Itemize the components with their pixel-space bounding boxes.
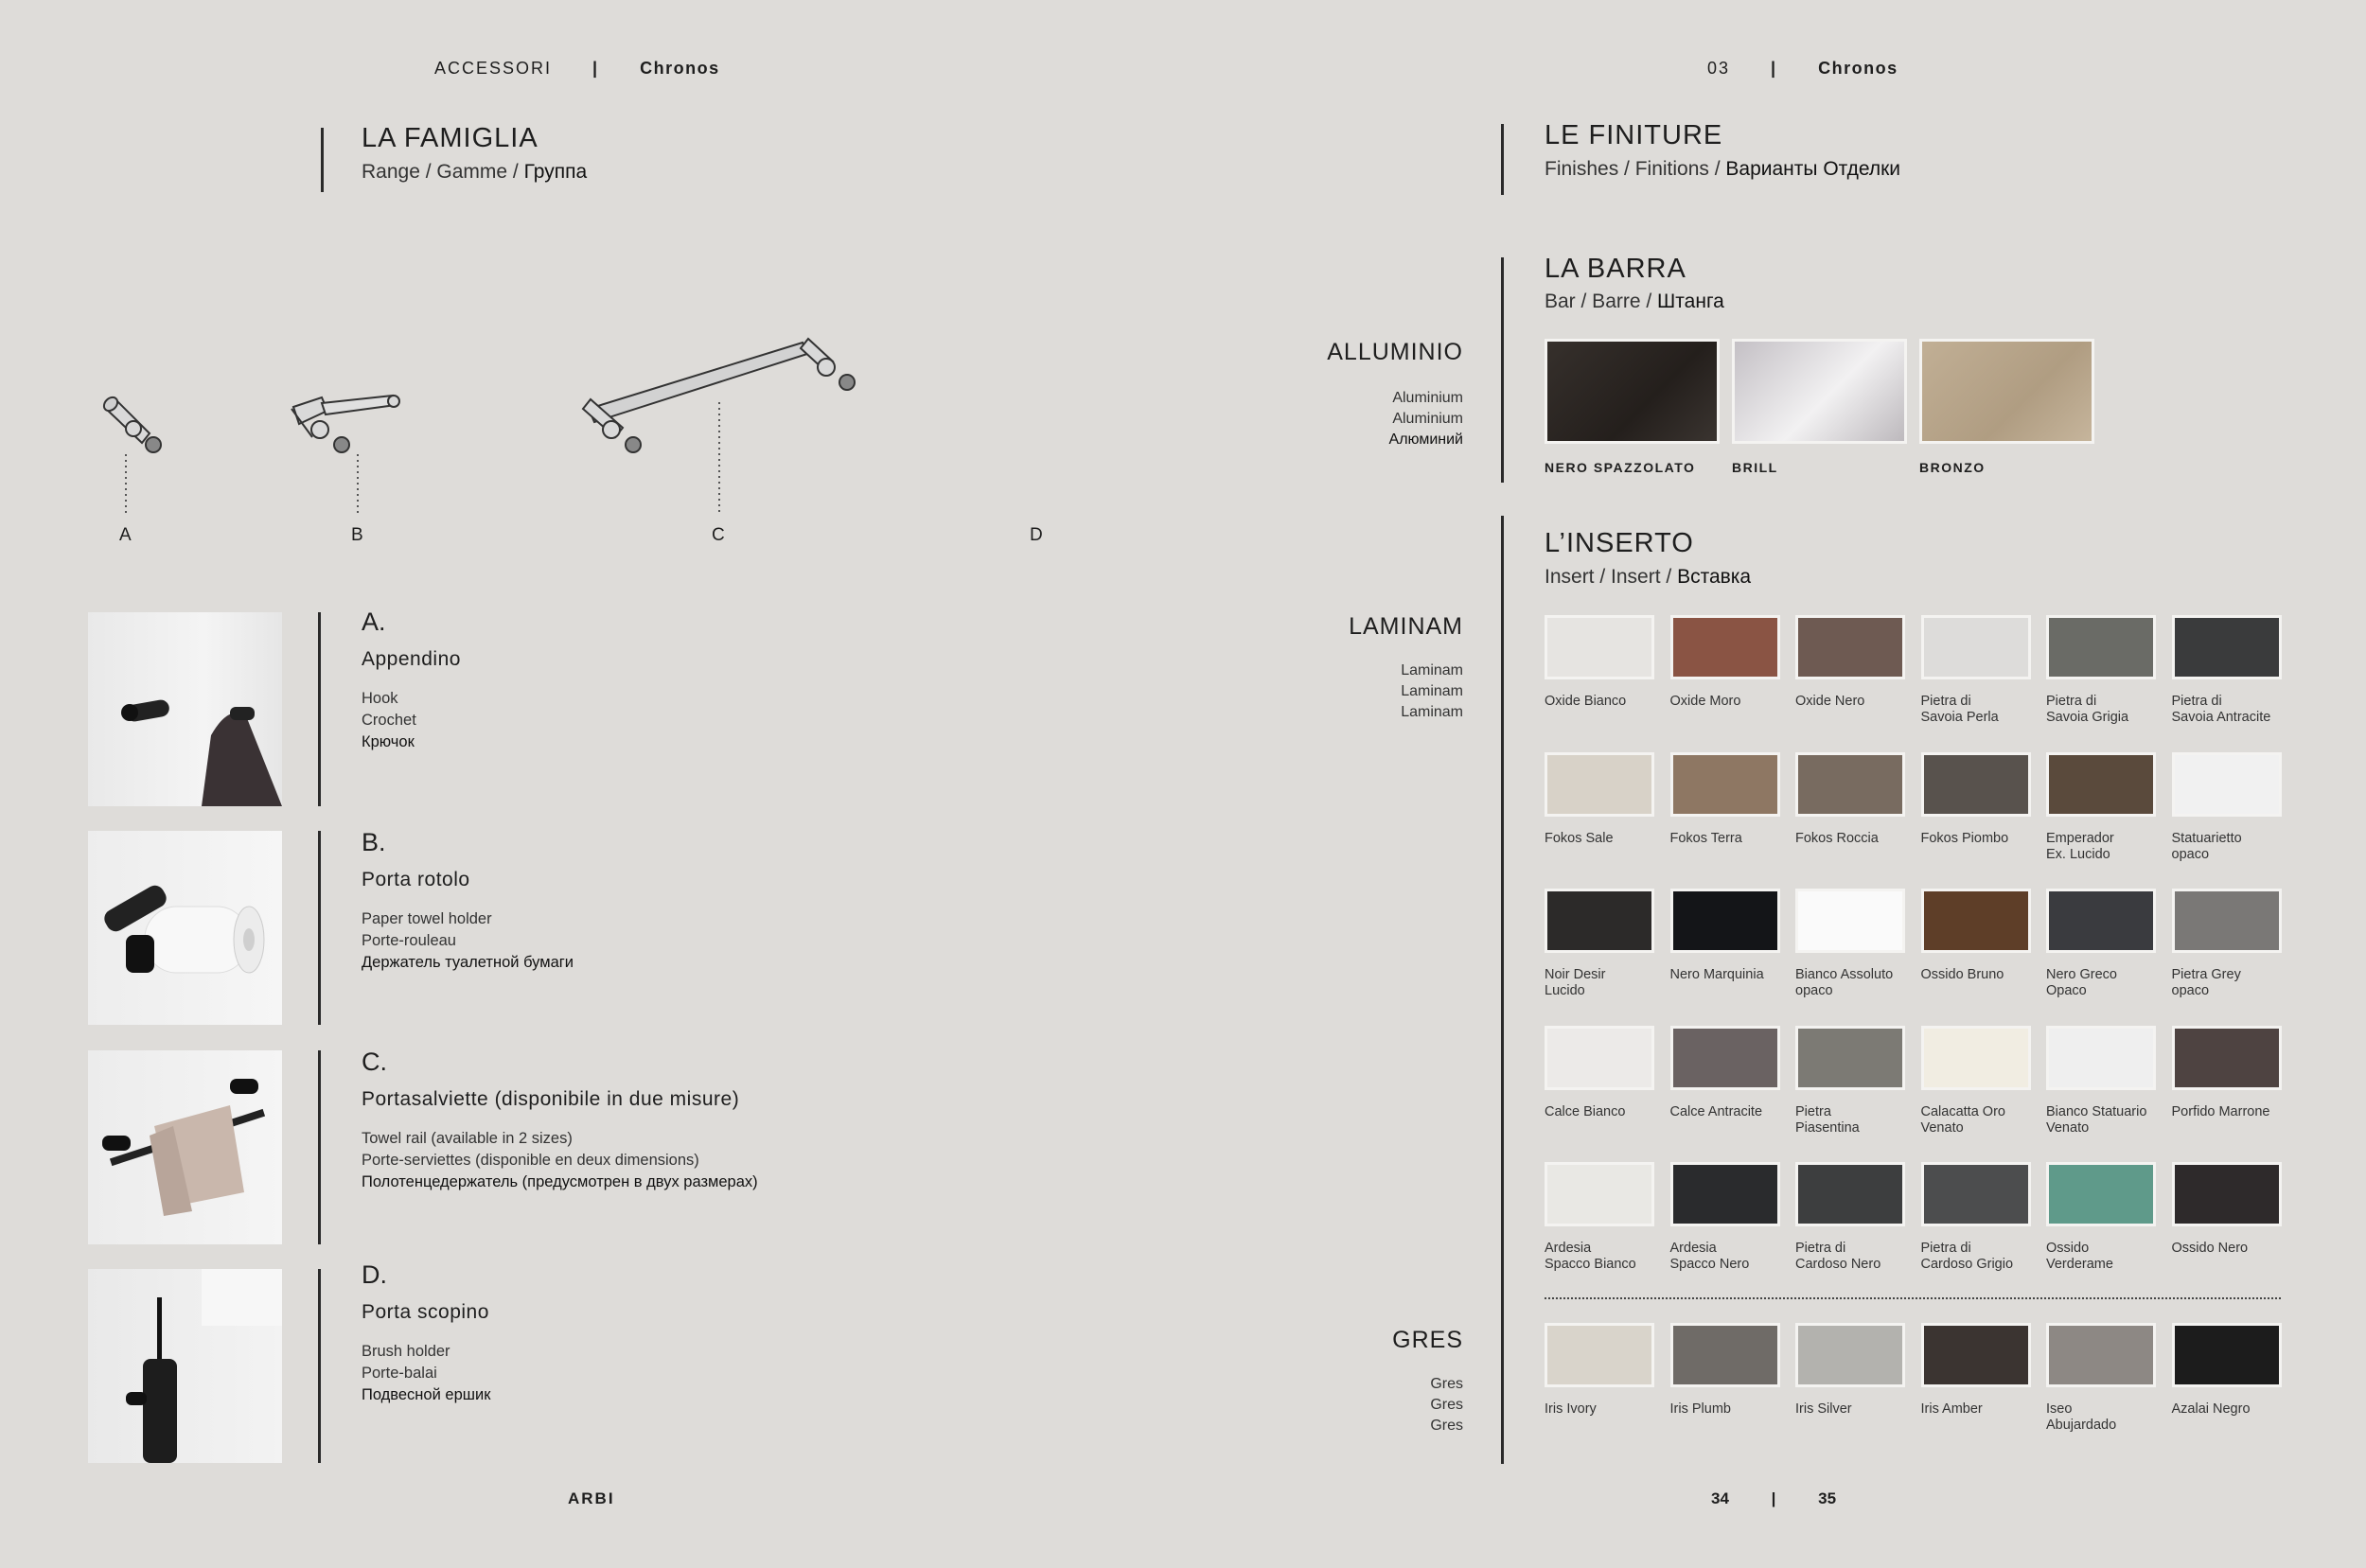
swatch-label-bianco-assoluto-opaco: Bianco Assoluto opaco bbox=[1795, 967, 1894, 998]
famiglia-divider bbox=[321, 128, 324, 192]
diagram-label-c: C bbox=[712, 525, 726, 545]
item-a-line-en: Hook bbox=[362, 690, 398, 707]
item-a-line-fr: Crochet bbox=[362, 712, 416, 729]
header-page-code: 03 bbox=[1707, 59, 1731, 78]
paper-holder-drawing bbox=[291, 396, 399, 516]
swatch-label-oxide-moro: Oxide Moro bbox=[1669, 694, 1741, 709]
swatch-pietra-di-savoia-grigia[interactable] bbox=[2046, 615, 2156, 679]
item-b-line-en: Paper towel holder bbox=[362, 910, 492, 927]
footer-page-numbers bbox=[1711, 1489, 1836, 1508]
hook-photo bbox=[88, 612, 282, 806]
diagram-label-b: B bbox=[351, 525, 364, 545]
diagram-label-a: A bbox=[119, 525, 132, 545]
inserto-divider bbox=[1501, 516, 1504, 1464]
item-d-lines bbox=[362, 1341, 490, 1406]
swatch-oxide-bianco[interactable] bbox=[1545, 615, 1654, 679]
alluminio-line-fr: Aluminium bbox=[1392, 411, 1463, 427]
swatch-ardesia-spacco-nero[interactable] bbox=[1670, 1162, 1780, 1226]
laminam-title: LAMINAM bbox=[1349, 613, 1463, 640]
swatch-noir-desir-lucido[interactable] bbox=[1545, 889, 1654, 953]
swatch-ossido-verderame[interactable] bbox=[2046, 1162, 2156, 1226]
swatch-pietra-di-cardoso-grigio[interactable] bbox=[1921, 1162, 2031, 1226]
swatch-label-statuarietto-opaco: Statuarietto opaco bbox=[2171, 830, 2242, 862]
swatch-emperador-ex-lucido[interactable] bbox=[2046, 752, 2156, 817]
swatch-azalai-negro[interactable] bbox=[2172, 1323, 2282, 1387]
alluminio-lines bbox=[1389, 388, 1463, 450]
swatch-label-pietra-di-savoia-perla: Pietra di Savoia Perla bbox=[1920, 694, 1999, 725]
inserto-subtitle-ru: Вставка bbox=[1677, 566, 1752, 588]
swatch-label-nero-marquinia: Nero Marquinia bbox=[1669, 967, 1764, 982]
gres-lines bbox=[1430, 1374, 1463, 1436]
inserto-title: L’INSERTO bbox=[1545, 528, 1694, 558]
swatch-label-pietra-piasentina: Pietra Piasentina bbox=[1795, 1103, 1860, 1136]
swatch-calce-bianco[interactable] bbox=[1545, 1026, 1654, 1090]
famiglia-subtitle bbox=[362, 161, 587, 184]
footer-page-left: 34 bbox=[1711, 1489, 1729, 1507]
item-c-divider bbox=[318, 1050, 321, 1244]
famiglia-title: LA FAMIGLIA bbox=[362, 123, 539, 153]
swatch-nero-greco-opaco[interactable] bbox=[2046, 889, 2156, 953]
item-c-lines bbox=[362, 1128, 758, 1193]
swatch-label-ossido-nero: Ossido Nero bbox=[2171, 1241, 2249, 1256]
swatch-fokos-roccia[interactable] bbox=[1795, 752, 1905, 817]
swatch-iris-ivory[interactable] bbox=[1545, 1323, 1654, 1387]
swatch-label-pietra-di-cardoso-nero: Pietra di Cardoso Nero bbox=[1795, 1241, 1881, 1272]
item-b-divider bbox=[318, 831, 321, 1025]
swatch-iris-amber[interactable] bbox=[1921, 1323, 2031, 1387]
inserto-subtitle bbox=[1545, 566, 1751, 589]
bar-label-nero-spazzolato: NERO SPAZZOLATO bbox=[1545, 460, 1696, 475]
swatch-fokos-terra[interactable] bbox=[1670, 752, 1780, 817]
swatch-label-calce-antracite: Calce Antracite bbox=[1669, 1103, 1763, 1119]
item-c-line-fr: Porte-serviettes (disponible en deux dimensions) bbox=[362, 1152, 699, 1169]
item-a-lines bbox=[362, 688, 461, 753]
swatch-label-pietra-di-savoia-antracite: Pietra di Savoia Antracite bbox=[2171, 694, 2271, 725]
item-b-line-ru: Держатель туалетной бумаги bbox=[362, 954, 574, 971]
alluminio-title: ALLUMINIO bbox=[1327, 339, 1463, 365]
famiglia-subtitle-latin: Range / Gamme / bbox=[362, 161, 524, 183]
barra-subtitle-latin: Bar / Barre / bbox=[1545, 291, 1658, 312]
laminam-line-2: Laminam bbox=[1401, 683, 1463, 699]
swatch-label-calce-bianco: Calce Bianco bbox=[1545, 1103, 1626, 1119]
item-d-line-ru: Подвесной ершик bbox=[362, 1386, 491, 1403]
swatch-iseo-abujardado[interactable] bbox=[2046, 1323, 2156, 1387]
laminam-line-3: Laminam bbox=[1401, 704, 1463, 720]
footer-brand: ARBI bbox=[568, 1489, 615, 1507]
swatch-label-iris-plumb: Iris Plumb bbox=[1669, 1401, 1731, 1417]
swatch-label-nero-greco-opaco: Nero Greco Opaco bbox=[2046, 967, 2117, 998]
swatch-calacatta-oro-venato[interactable] bbox=[1921, 1026, 2031, 1090]
item-c-line-ru: Полотенцедержатель (предусмотрен в двух размерах) bbox=[362, 1173, 758, 1190]
swatch-pietra-grey-opaco[interactable] bbox=[2172, 889, 2282, 953]
swatch-ossido-bruno[interactable] bbox=[1921, 889, 2031, 953]
swatch-label-porfido-marrone: Porfido Marrone bbox=[2171, 1103, 2270, 1119]
item-b-letter: B. bbox=[362, 828, 386, 856]
item-c-letter: C. bbox=[362, 1048, 387, 1076]
brush-holder-photo bbox=[88, 1269, 282, 1463]
diagram-label-d: D bbox=[1030, 525, 1044, 545]
swatch-label-ossido-bruno: Ossido Bruno bbox=[1920, 967, 2004, 982]
swatch-label-azalai-negro: Azalai Negro bbox=[2171, 1401, 2251, 1417]
swatch-label-iris-amber: Iris Amber bbox=[1920, 1401, 1983, 1417]
swatch-ossido-nero[interactable] bbox=[2172, 1162, 2282, 1226]
item-c-line-en: Towel rail (available in 2 sizes) bbox=[362, 1130, 573, 1147]
header-divider: | bbox=[592, 59, 600, 78]
alluminio-line-en: Aluminium bbox=[1392, 390, 1463, 406]
barra-subtitle bbox=[1545, 291, 1724, 313]
swatch-nero-marquinia[interactable] bbox=[1670, 889, 1780, 953]
swatch-label-noir-desir-lucido: Noir Desir Lucido bbox=[1545, 967, 1606, 998]
swatch-pietra-di-savoia-antracite[interactable] bbox=[2172, 615, 2282, 679]
inserto-subtitle-latin: Insert / Insert / bbox=[1545, 566, 1678, 588]
famiglia-subtitle-ru: Группа bbox=[523, 161, 588, 183]
item-b-name: Porta rotolo bbox=[362, 869, 470, 890]
swatch-pietra-di-cardoso-nero[interactable] bbox=[1795, 1162, 1905, 1226]
item-d-name: Porta scopino bbox=[362, 1301, 489, 1323]
swatch-label-ardesia-spacco-nero: Ardesia Spacco Nero bbox=[1669, 1241, 1750, 1272]
item-b-lines bbox=[362, 908, 574, 974]
towel-rail-photo bbox=[88, 1050, 282, 1244]
barra-title: LA BARRA bbox=[1545, 254, 1686, 284]
finiture-title: LE FINITURE bbox=[1545, 120, 1723, 150]
towel-rail-drawing bbox=[583, 339, 855, 516]
right-header bbox=[1707, 59, 1898, 79]
item-b-line-fr: Porte-rouleau bbox=[362, 932, 456, 949]
swatch-label-pietra-di-savoia-grigia: Pietra di Savoia Grigia bbox=[2046, 694, 2129, 725]
bar-label-bronzo: BRONZO bbox=[1919, 460, 1986, 475]
range-diagram bbox=[0, 189, 946, 568]
laminam-lines bbox=[1401, 661, 1463, 723]
swatch-label-oxide-nero: Oxide Nero bbox=[1795, 694, 1865, 709]
barra-divider bbox=[1501, 257, 1504, 483]
barra-subtitle-ru: Штанга bbox=[1657, 291, 1724, 312]
item-d-line-en: Brush holder bbox=[362, 1343, 450, 1360]
laminam-line-1: Laminam bbox=[1401, 662, 1463, 678]
swatch-calce-antracite[interactable] bbox=[1670, 1026, 1780, 1090]
swatch-label-fokos-terra: Fokos Terra bbox=[1669, 830, 1742, 846]
finiture-divider bbox=[1501, 124, 1504, 195]
finiture-subtitle-latin: Finishes / Finitions / bbox=[1545, 158, 1726, 180]
swatch-iris-plumb[interactable] bbox=[1670, 1323, 1780, 1387]
swatch-label-fokos-roccia: Fokos Roccia bbox=[1795, 830, 1879, 846]
item-d bbox=[362, 1260, 490, 1406]
header-section: ACCESSORI bbox=[434, 59, 553, 78]
swatch-fokos-piombo[interactable] bbox=[1921, 752, 2031, 817]
item-a-divider bbox=[318, 612, 321, 806]
swatch-label-oxide-bianco: Oxide Bianco bbox=[1545, 694, 1627, 709]
item-d-divider bbox=[318, 1269, 321, 1463]
swatch-label-pietra-di-cardoso-grigio: Pietra di Cardoso Grigio bbox=[1920, 1241, 2014, 1272]
swatch-label-ossido-verderame: Ossido Verderame bbox=[2046, 1241, 2113, 1272]
footer-page-right: 35 bbox=[1818, 1489, 1837, 1507]
finiture-subtitle-ru: Варианты Отделки bbox=[1725, 158, 1900, 180]
bar-label-brill: BRILL bbox=[1732, 460, 1778, 475]
bar-swatch-nero-spazzolato[interactable] bbox=[1545, 339, 1720, 444]
bar-swatch-brill[interactable] bbox=[1732, 339, 1907, 444]
item-b bbox=[362, 828, 574, 974]
swatch-porfido-marrone[interactable] bbox=[2172, 1026, 2282, 1090]
gres-line-3: Gres bbox=[1430, 1418, 1463, 1434]
swatch-label-emperador-ex-lucido: Emperador Ex. Lucido bbox=[2046, 830, 2114, 862]
swatch-oxide-nero[interactable] bbox=[1795, 615, 1905, 679]
item-a bbox=[362, 608, 461, 753]
header-divider-right: | bbox=[1771, 59, 1778, 78]
swatch-label-calacatta-oro-venato: Calacatta Oro Venato bbox=[1920, 1103, 2005, 1136]
swatch-label-iris-silver: Iris Silver bbox=[1795, 1401, 1852, 1417]
item-a-line-ru: Крючок bbox=[362, 733, 415, 750]
header-product-right: Chronos bbox=[1818, 59, 1898, 78]
swatch-label-fokos-piombo: Fokos Piombo bbox=[1920, 830, 2009, 846]
paper-holder-photo bbox=[88, 831, 282, 1025]
item-d-letter: D. bbox=[362, 1260, 387, 1289]
swatch-iris-silver[interactable] bbox=[1795, 1323, 1905, 1387]
bar-swatch-bronzo[interactable] bbox=[1919, 339, 2094, 444]
swatch-label-iseo-abujardado: Iseo Abujardado bbox=[2046, 1401, 2117, 1433]
alluminio-line-ru: Алюминий bbox=[1388, 432, 1463, 448]
finiture-subtitle bbox=[1545, 158, 1900, 181]
swatch-bianco-assoluto-opaco[interactable] bbox=[1795, 889, 1905, 953]
swatch-label-ardesia-spacco-bianco: Ardesia Spacco Bianco bbox=[1545, 1241, 1636, 1272]
item-a-name: Appendino bbox=[362, 648, 461, 670]
item-d-line-fr: Porte-balai bbox=[362, 1365, 437, 1382]
gres-line-1: Gres bbox=[1430, 1376, 1463, 1392]
left-header bbox=[434, 59, 720, 79]
footer-divider: | bbox=[1771, 1489, 1776, 1507]
item-a-letter: A. bbox=[362, 608, 386, 636]
swatch-pietra-di-savoia-perla[interactable] bbox=[1921, 615, 2031, 679]
item-c-name: Portasalviette (disponibile in due misure) bbox=[362, 1088, 740, 1110]
swatch-pietra-piasentina[interactable] bbox=[1795, 1026, 1905, 1090]
swatch-ardesia-spacco-bianco[interactable] bbox=[1545, 1162, 1654, 1226]
swatch-fokos-sale[interactable] bbox=[1545, 752, 1654, 817]
swatch-statuarietto-opaco[interactable] bbox=[2172, 752, 2282, 817]
gres-separator bbox=[1545, 1297, 2281, 1299]
swatch-label-fokos-sale: Fokos Sale bbox=[1545, 830, 1614, 846]
swatch-label-pietra-grey-opaco: Pietra Grey opaco bbox=[2171, 967, 2241, 998]
swatch-label-iris-ivory: Iris Ivory bbox=[1545, 1401, 1597, 1417]
swatch-label-bianco-statuario-venato: Bianco Statuario Venato bbox=[2046, 1103, 2147, 1136]
gres-title: GRES bbox=[1392, 1327, 1463, 1353]
hook-drawing bbox=[101, 395, 161, 516]
header-product: Chronos bbox=[640, 59, 720, 78]
swatch-oxide-moro[interactable] bbox=[1670, 615, 1780, 679]
item-c bbox=[362, 1048, 758, 1193]
gres-line-2: Gres bbox=[1430, 1397, 1463, 1413]
swatch-bianco-statuario-venato[interactable] bbox=[2046, 1026, 2156, 1090]
